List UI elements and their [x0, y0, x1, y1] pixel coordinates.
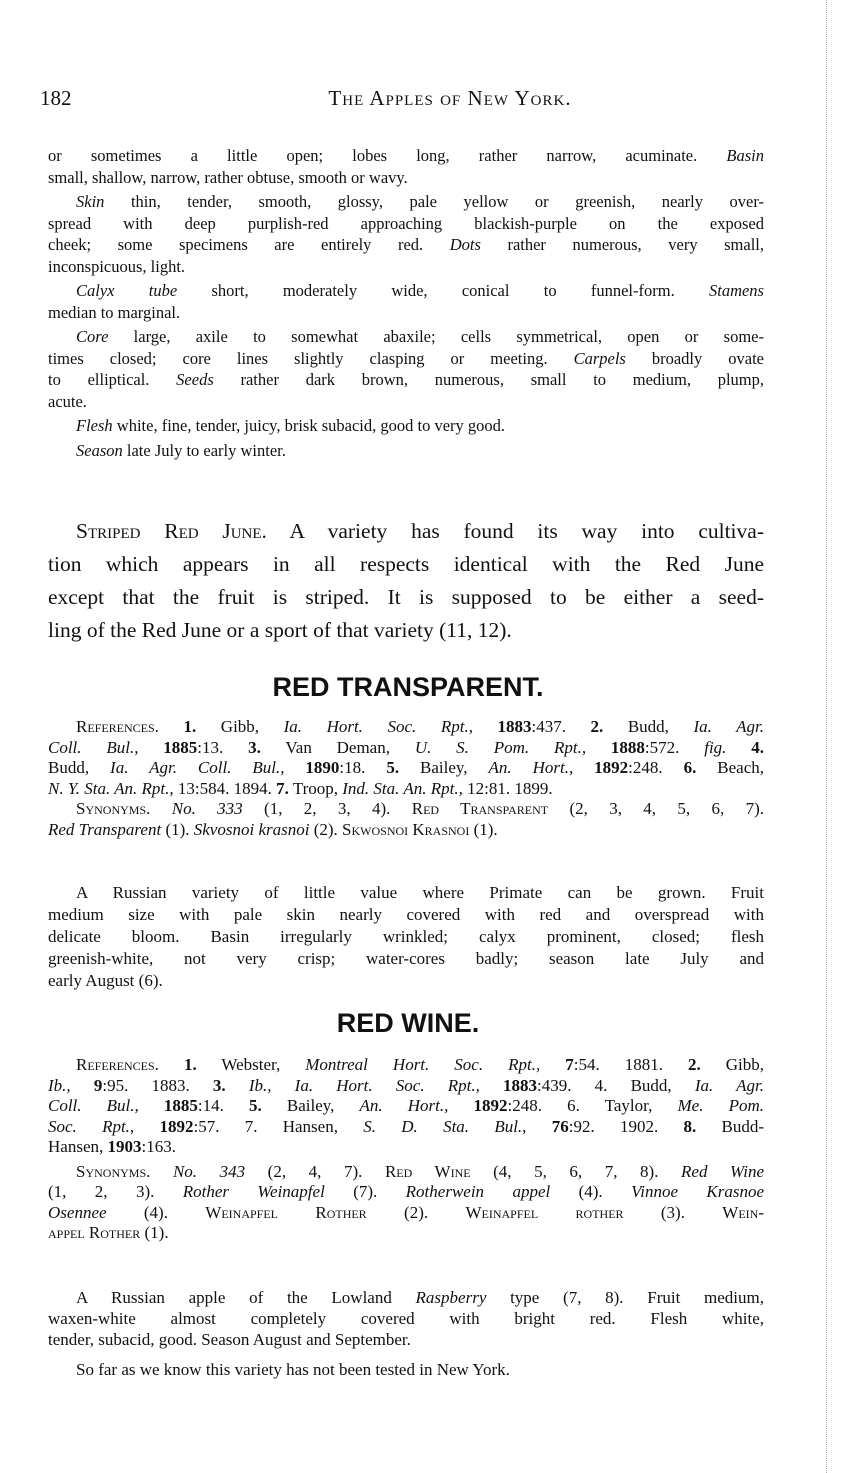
red-transparent-references	[48, 717, 764, 840]
text-line	[48, 280, 764, 302]
text-run: :92. 1902.	[568, 1116, 684, 1136]
text-run	[71, 1076, 94, 1095]
text-run: (1, 2, 3, 4).	[242, 799, 412, 818]
text-run: 6.	[683, 758, 697, 777]
text-run: :248. 6. Taylor,	[507, 1096, 678, 1115]
text-run: Montreal Hort. Soc. Rpt.,	[305, 1055, 541, 1074]
text-run: Me. Pom.	[677, 1096, 764, 1115]
text-run: 1885	[163, 737, 198, 757]
text-run: Striped Red June.	[76, 519, 267, 543]
text-run: Osennee	[48, 1202, 107, 1222]
text-run: 1892	[473, 1096, 508, 1115]
text-run: Coll. Bul.,	[48, 1096, 139, 1115]
text-run	[159, 717, 184, 736]
text-run: A variety has found its way into cultiva-	[266, 519, 764, 543]
text-run	[159, 1055, 184, 1074]
text-line	[48, 948, 764, 970]
text-run: large, axile to somewhat abaxile; cells symmetrical, open or some-	[108, 327, 764, 346]
text-run: References.	[76, 717, 159, 736]
text-run: spread with deep purplish-red approaching blackish-purple on the exposed	[48, 213, 764, 233]
text-line	[48, 882, 764, 904]
red-transparent-description	[48, 882, 764, 992]
text-run: medium size with pale skin nearly covered with red and overspread with	[48, 905, 764, 924]
text-run: Season	[76, 440, 123, 460]
text-run: Synonyms.	[76, 799, 151, 818]
text-run: ling of the Red June or a sport of that variety (11, 12).	[48, 618, 512, 642]
text-run: An. Hort.,	[488, 758, 574, 777]
text-run: Beach,	[696, 758, 764, 777]
text-run: So far as we know this variety has not been tested in New York.	[76, 1360, 510, 1379]
text-line	[48, 717, 764, 738]
text-run: (4).	[106, 1202, 206, 1222]
text-run: Stamens	[708, 281, 764, 300]
text-run: Ind. Sta. An. Rpt.,	[342, 778, 463, 798]
text-run: 13:584. 1894.	[173, 778, 277, 798]
text-line	[48, 548, 764, 581]
text-line	[48, 348, 764, 370]
text-run: (1).	[140, 1223, 169, 1242]
text-line	[48, 970, 764, 992]
text-run: Skvosnoi krasnoi	[193, 819, 310, 839]
text-run: Basin	[726, 146, 764, 165]
text-line	[48, 926, 764, 948]
text-run: 1903	[107, 1137, 142, 1156]
text-run: Budd-	[696, 1116, 765, 1136]
text-run: fig.	[704, 737, 727, 757]
text-run: Ia. Agr.	[694, 1075, 764, 1095]
text-run: Red Transparent	[411, 799, 549, 818]
text-run: thin, tender, smooth, glossy, pale yellow or greenish, nearly over-	[104, 192, 764, 211]
text-run: (7).	[324, 1182, 406, 1201]
striped-red-june-paragraph	[48, 515, 764, 647]
text-run: :14.	[197, 1096, 249, 1115]
text-run: inconspicuous, light.	[48, 256, 186, 276]
text-run: cheek; some specimens are entirely red.	[48, 235, 450, 254]
text-run: acute.	[48, 391, 87, 411]
text-run: Gibb,	[700, 1055, 764, 1074]
text-run: Vinnoe Krasnoe	[631, 1182, 764, 1201]
paragraph	[48, 799, 764, 840]
text-run: 1885	[163, 1096, 198, 1115]
text-line	[48, 167, 764, 189]
text-run	[480, 1076, 503, 1095]
text-run: Van Deman,	[260, 737, 415, 757]
text-run: (1).	[161, 819, 194, 839]
text-run: (4).	[550, 1182, 632, 1201]
text-run	[573, 758, 594, 777]
text-run: Wein-	[722, 1202, 764, 1222]
text-run: times closed; core lines slightly clasping or meeting.	[48, 348, 574, 368]
text-run: 5.	[386, 758, 400, 777]
text-run: delicate bloom. Basin irregularly wrinkled; calyx prominent, closed; flesh	[48, 927, 764, 946]
text-run	[726, 738, 751, 757]
text-line	[48, 1329, 764, 1350]
paragraph	[48, 882, 764, 992]
text-run: early August (6).	[48, 971, 163, 990]
text-run: Weinapfel Rother	[205, 1202, 367, 1222]
text-run: median to marginal.	[48, 302, 181, 322]
text-run: Flesh	[76, 416, 113, 435]
text-run: Budd,	[48, 758, 111, 777]
text-run: :18.	[339, 758, 387, 777]
text-run: 1892	[159, 1116, 194, 1136]
text-run: Bailey,	[261, 1096, 360, 1115]
text-line	[48, 820, 764, 841]
text-run	[586, 738, 611, 757]
paragraph	[48, 326, 764, 412]
text-line	[48, 191, 764, 213]
text-run: 1.	[183, 717, 197, 736]
text-run: Ia. Agr. Coll. Bul.,	[110, 758, 285, 777]
text-line	[48, 1076, 764, 1097]
text-run: :95. 1883.	[102, 1075, 213, 1095]
text-run: or sometimes a little open; lobes long, rather narrow, acuminate.	[48, 146, 727, 165]
text-line	[48, 1287, 764, 1308]
text-run	[150, 1162, 173, 1181]
text-run: tion which appears in all respects identical with the Red June	[48, 552, 764, 576]
paragraph	[48, 515, 764, 647]
paragraph	[48, 145, 764, 188]
text-run: Gibb,	[196, 717, 284, 736]
previous-variety-description	[48, 145, 764, 464]
text-run: :13.	[197, 737, 249, 757]
text-run: N. Y. Sta. An. Rpt.,	[48, 778, 174, 798]
text-run: Soc. Rpt.,	[48, 1116, 135, 1136]
text-run: Rother Weinapfel	[182, 1182, 325, 1201]
text-run: greenish-white, not very crisp; water-cores badly; season late July and	[48, 949, 764, 968]
text-line	[48, 581, 764, 614]
text-run: short, moderately wide, conical to funnel-form.	[177, 281, 709, 300]
text-run: :572.	[644, 737, 705, 757]
red-wine-heading: RED WINE.	[336, 1008, 480, 1038]
text-run	[526, 1117, 551, 1136]
text-run	[150, 799, 171, 818]
text-run: Budd,	[603, 717, 694, 736]
text-line	[48, 1203, 764, 1224]
text-run: Rotherwein appel	[405, 1182, 551, 1201]
text-line	[48, 779, 764, 800]
text-run: appel Rother	[48, 1223, 141, 1242]
text-run: Raspberry	[415, 1288, 487, 1307]
red-transparent-heading: RED TRANSPARENT.	[272, 672, 544, 702]
scan-edge-marks	[826, 0, 827, 1473]
text-line	[48, 326, 764, 348]
text-run	[226, 1076, 249, 1095]
text-run	[448, 1096, 473, 1115]
text-run: Carpels	[573, 348, 626, 368]
text-line	[48, 614, 764, 647]
text-run: Core	[76, 327, 109, 346]
paragraph	[48, 1359, 764, 1380]
text-run: late July to early winter.	[122, 440, 286, 460]
text-run: (2, 4, 7).	[245, 1161, 385, 1181]
text-run: Seeds	[176, 370, 214, 389]
text-run: S. D. Sta. Bul.,	[363, 1116, 527, 1136]
text-line	[48, 1308, 764, 1329]
text-run	[540, 1055, 565, 1074]
text-run: Hansen,	[48, 1137, 108, 1156]
text-run: type (7, 8). Fruit medium,	[486, 1288, 764, 1307]
text-run: Red Transparent	[48, 819, 162, 839]
text-run: :439. 4. Budd,	[537, 1075, 695, 1095]
text-run: No. 333	[171, 799, 243, 818]
text-line	[48, 1055, 764, 1076]
text-run: :248.	[628, 758, 684, 777]
text-line	[48, 799, 764, 820]
text-run: 12:81. 1899.	[462, 778, 553, 798]
text-run: U. S. Pom. Rpt.,	[414, 737, 587, 757]
text-run: 1883	[503, 1075, 538, 1095]
text-run: tender, subacid, good. Season August and September.	[48, 1330, 411, 1349]
paragraph	[48, 415, 764, 437]
text-run: 2.	[687, 1055, 701, 1074]
text-run: 9	[93, 1075, 103, 1095]
text-run: (3).	[623, 1202, 723, 1222]
text-run: :437.	[531, 717, 591, 736]
text-run: :54. 1881.	[573, 1055, 688, 1074]
text-run: (2, 3, 4, 5, 6, 7).	[548, 799, 764, 818]
text-run	[473, 717, 498, 736]
text-line	[48, 415, 764, 437]
text-run: Ia. Agr.	[693, 717, 765, 736]
paragraph	[48, 440, 764, 462]
text-run: Weinapfel rother	[465, 1202, 624, 1222]
text-line	[48, 1096, 764, 1117]
text-line	[48, 1223, 764, 1244]
text-run	[138, 738, 163, 757]
text-run: Ib., Ia. Hort. Soc. Rpt.,	[248, 1075, 480, 1095]
text-run: 3.	[248, 737, 261, 757]
text-run: 1890	[305, 758, 340, 777]
text-run: Calyx tube	[76, 281, 178, 300]
text-run: rather dark brown, numerous, small to medium, plump,	[213, 370, 764, 389]
text-line	[48, 515, 764, 548]
text-run: except that the fruit is striped. It is supposed to be either a seed-	[48, 585, 764, 609]
text-run: (4, 5, 6, 7, 8).	[470, 1161, 682, 1181]
text-run: Synonyms.	[76, 1161, 151, 1181]
text-run: Red Wine	[681, 1161, 765, 1181]
text-line	[48, 904, 764, 926]
text-run: Ib.,	[48, 1075, 71, 1095]
text-run: 76	[551, 1116, 569, 1136]
text-run: 7.	[276, 778, 289, 798]
text-run: (1).	[469, 819, 498, 839]
text-line	[48, 738, 764, 759]
text-run: 1883	[497, 717, 532, 736]
text-line	[48, 256, 764, 278]
text-line	[48, 440, 764, 462]
text-line	[48, 758, 764, 779]
paragraph	[48, 717, 764, 799]
text-run: A Russian apple of the Lowland	[76, 1288, 416, 1307]
text-run: :57. 7. Hansen,	[193, 1116, 364, 1136]
text-line	[48, 1162, 764, 1183]
text-line	[48, 391, 764, 413]
text-run: (2).	[366, 1202, 466, 1222]
text-run: 1888	[610, 737, 645, 757]
text-run: Coll. Bul.,	[48, 737, 139, 757]
text-run: Troop,	[288, 778, 343, 798]
text-line	[48, 369, 764, 391]
text-run: (1, 2, 3).	[48, 1182, 183, 1201]
text-run: (2).	[309, 819, 343, 839]
paragraph	[48, 1162, 764, 1244]
text-run: broadly ovate	[625, 348, 764, 368]
paragraph	[48, 1287, 764, 1350]
text-run: References.	[76, 1055, 159, 1074]
text-run: 2.	[590, 717, 604, 736]
paragraph	[48, 191, 764, 277]
text-line	[48, 1117, 764, 1138]
text-run: 8.	[683, 1116, 697, 1136]
text-run: 5.	[249, 1096, 262, 1115]
text-run: Skwosnoi Krasnoi	[342, 819, 470, 839]
text-line	[48, 234, 764, 256]
text-run: An. Hort.,	[359, 1096, 449, 1115]
text-run: 4.	[751, 737, 765, 757]
paragraph	[48, 280, 764, 323]
text-line	[48, 1359, 764, 1380]
text-run: :163.	[141, 1137, 176, 1156]
text-line	[48, 213, 764, 235]
text-run: to elliptical.	[48, 370, 177, 389]
red-wine-references	[48, 1055, 764, 1248]
text-run	[284, 758, 305, 777]
text-run: 1892	[594, 758, 629, 777]
text-line	[48, 1182, 764, 1203]
page-number: 182	[40, 86, 72, 110]
text-run	[134, 1117, 159, 1136]
text-run: rather numerous, very small,	[480, 235, 764, 254]
text-run: A Russian variety of little value where Primate can be grown. Fruit	[76, 883, 764, 902]
text-line	[48, 145, 764, 167]
text-run: Red Wine	[384, 1161, 471, 1181]
text-run: 3.	[212, 1075, 226, 1095]
text-run: Dots	[449, 235, 481, 254]
text-run: waxen-white almost completely covered with bright red. Flesh white,	[48, 1309, 764, 1328]
text-run: Skin	[76, 192, 105, 211]
text-run: small, shallow, narrow, rather obtuse, smooth or wavy.	[48, 167, 408, 187]
text-run: 7	[565, 1055, 574, 1074]
text-run: No. 343	[172, 1161, 246, 1181]
text-run: white, fine, tender, juicy, brisk subacid, good to very good.	[112, 416, 506, 435]
text-run: Ia. Hort. Soc. Rpt.,	[283, 717, 473, 736]
red-wine-description	[48, 1287, 764, 1389]
text-line	[48, 302, 764, 324]
running-title: The Apples of New York.	[328, 86, 572, 110]
text-line	[48, 1137, 764, 1158]
text-run: 1.	[183, 1055, 197, 1074]
text-run	[139, 1096, 164, 1115]
text-run: Webster,	[196, 1055, 306, 1074]
paragraph	[48, 1055, 764, 1158]
text-run: Bailey,	[399, 758, 489, 777]
